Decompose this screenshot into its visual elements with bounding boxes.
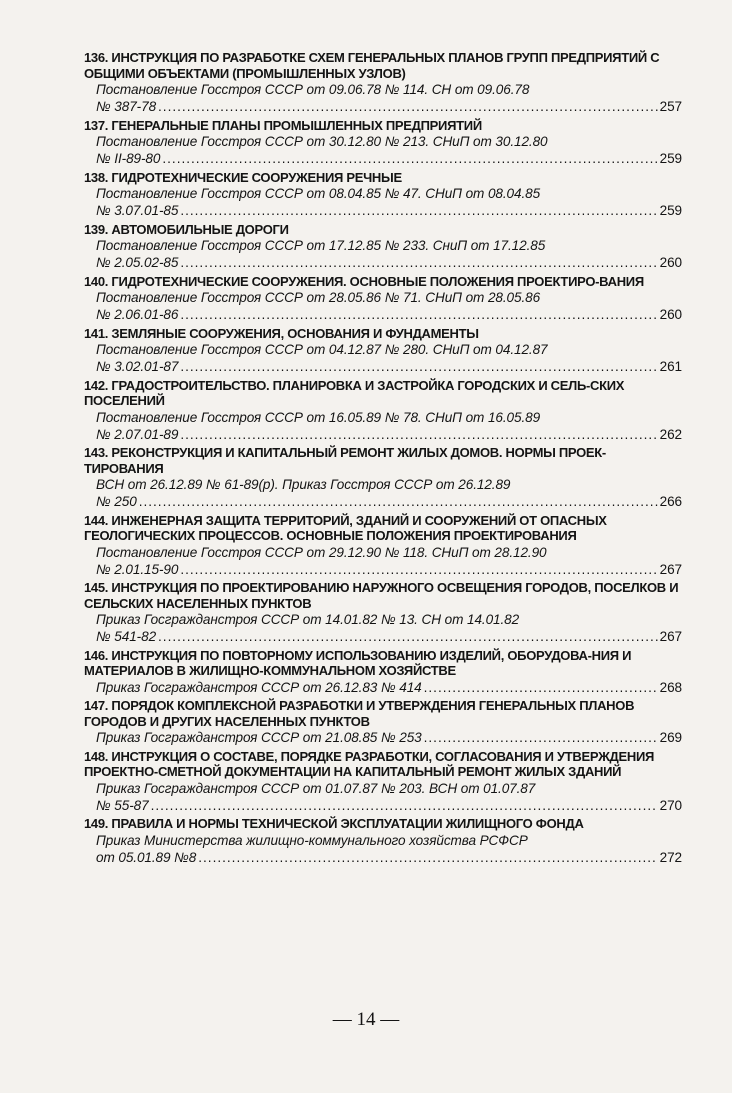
dot-leader [180, 202, 657, 219]
entry-source-line: Постановление Госстроя СССР от 30.12.80 № 213. СНиП от 30.12.80 [96, 134, 548, 149]
toc-entry [84, 50, 682, 115]
entry-source-line: № 541-82 [96, 629, 157, 644]
entry-source-line: Приказ Госгражданстроя СССР от 01.07.87 № 203. ВСН от 01.07.87 [96, 780, 536, 796]
entry-source-line: Постановление Госстроя СССР от 29.12.90 № 118. СНиП от 28.12.90 [96, 544, 547, 560]
toc-entry [84, 326, 682, 376]
entry-heading: 140. ГИДРОТЕХНИЧЕСКИЕ СООРУЖЕНИЯ. ОСНОВНЫЕ ПОЛОЖЕНИЯ ПРОЕКТИРО-ВАНИЯ [84, 273, 644, 289]
entry-heading: 143. РЕКОНСТРУКЦИЯ И КАПИТАЛЬНЫЙ РЕМОНТ ЖИЛЫХ ДОМОВ. НОРМЫ ПРОЕК-ТИРОВАНИЯ [84, 445, 606, 476]
toc-entry [84, 378, 682, 443]
entry-source-last-line [96, 426, 682, 443]
entry-source-line: № 55-87 [96, 797, 149, 813]
toc-entry [84, 222, 682, 272]
dot-leader [158, 628, 658, 645]
dot-leader [158, 98, 658, 115]
dot-leader [424, 729, 658, 746]
entry-source-last-line [96, 679, 682, 696]
entry-source [84, 237, 682, 271]
entry-source-line: № II-89-80 [96, 151, 161, 166]
entry-source-line: № 2.06.01-86 [96, 307, 179, 322]
entry-source-line: № 3.02.01-87 [96, 359, 179, 374]
dot-leader [180, 426, 657, 443]
entry-source-line: Приказ Министерства жилищно-коммунального хозяйства РСФСР [96, 832, 528, 848]
dot-leader [162, 150, 657, 167]
dot-leader [180, 358, 657, 375]
entry-source [84, 780, 682, 814]
entry-source-last-line [96, 254, 682, 271]
entry-source-last-line [96, 797, 682, 814]
dot-leader [151, 797, 658, 814]
entry-heading: 149. ПРАВИЛА И НОРМЫ ТЕХНИЧЕСКОЙ ЭКСПЛУАТАЦИИ ЖИЛИЩНОГО ФОНДА [84, 816, 584, 831]
entry-source [84, 544, 682, 578]
entry-source-line: № 2.05.02-85 [96, 255, 179, 270]
entry-page-number: 259 [659, 151, 682, 166]
dot-leader [198, 849, 657, 866]
entry-source [84, 611, 682, 645]
entry-source [84, 476, 682, 510]
entry-source-line: Постановление Госстроя СССР от 09.06.78 № 114. СН от 09.06.78 [96, 82, 530, 97]
entry-heading: 148. ИНСТРУКЦИЯ О СОСТАВЕ, ПОРЯДКЕ РАЗРАБОТКИ, СОГЛАСОВАНИЯ И УТВЕРЖДЕНИЯ ПРОЕКТНО-СМЕТНОЙ ДОКУМЕНТАЦИИ НА КАПИТАЛЬНЫЙ РЕМОНТ ЖИЛЫХ ЗДАНИЙ [84, 748, 655, 779]
entry-source-line: Постановление Госстроя СССР от 04.12.87 № 280. СНиП от 04.12.87 [96, 342, 548, 357]
entry-source-last-line [96, 98, 682, 115]
entry-page-number: 260 [659, 255, 682, 270]
entry-page-number: 261 [659, 359, 682, 374]
entry-source [84, 185, 682, 219]
entry-heading: 139. АВТОМОБИЛЬНЫЕ ДОРОГИ [84, 221, 289, 237]
entry-page-number: 259 [659, 203, 682, 218]
entry-heading: 145. ИНСТРУКЦИЯ ПО ПРОЕКТИРОВАНИЮ НАРУЖНОГО ОСВЕЩЕНИЯ ГОРОДОВ, ПОСЕЛКОВ И СЕЛЬСКИХ НАСЕЛЕННЫХ ПУНКТОВ [84, 580, 679, 611]
entry-heading: 142. ГРАДОСТРОИТЕЛЬСТВО. ПЛАНИРОВКА И ЗАСТРОЙКА ГОРОДСКИХ И СЕЛЬ-СКИХ ПОСЕЛЕНИЙ [84, 377, 625, 408]
entry-source-last-line [96, 493, 682, 510]
entry-page-number: 272 [659, 849, 682, 865]
dot-leader [180, 254, 657, 271]
toc-entry [84, 170, 682, 220]
entry-source-last-line [96, 561, 682, 578]
table-of-contents [84, 50, 682, 868]
toc-entry [84, 274, 682, 324]
toc-entry [84, 816, 682, 866]
entry-source-line: Приказ Госгражданстроя СССР от 26.12.83 № 414 [96, 679, 422, 695]
toc-entry [84, 580, 682, 645]
dot-leader [139, 493, 658, 510]
entry-page-number: 266 [659, 494, 682, 509]
entry-source-line: Постановление Госстроя СССР от 17.12.85 № 233. СниП от 17.12.85 [96, 238, 546, 253]
entry-source-line: Постановление Госстроя СССР от 16.05.89 № 78. СНиП от 16.05.89 [96, 409, 541, 425]
entry-source [84, 679, 682, 696]
entry-page-number: 269 [659, 730, 682, 745]
entry-source-last-line [96, 358, 682, 375]
entry-source-line: Приказ Госгражданстроя СССР от 14.01.82 № 13. СН от 14.01.82 [96, 612, 520, 627]
entry-source [84, 409, 682, 443]
entry-page-number: 267 [659, 629, 682, 644]
entry-source [84, 289, 682, 323]
entry-source [84, 133, 682, 167]
entry-heading: 138. ГИДРОТЕХНИЧЕСКИЕ СООРУЖЕНИЯ РЕЧНЫЕ [84, 169, 402, 185]
entry-source-line: Постановление Госстроя СССР от 08.04.85 № 47. СНиП от 08.04.85 [96, 186, 541, 201]
entry-source-line: № 2.01.15-90 [96, 561, 179, 577]
entry-source-last-line [96, 306, 682, 323]
entry-source-last-line [96, 628, 682, 645]
entry-heading: 137. ГЕНЕРАЛЬНЫЕ ПЛАНЫ ПРОМЫШЛЕННЫХ ПРЕДПРИЯТИЙ [84, 117, 482, 133]
entry-source-line: от 05.01.89 №8 [96, 849, 197, 865]
entry-source-line: ВСН от 26.12.89 № 61-89(р). Приказ Госстроя СССР от 26.12.89 [96, 477, 511, 492]
entry-page-number: 268 [659, 679, 682, 695]
entry-heading: 136. ИНСТРУКЦИЯ ПО РАЗРАБОТКЕ СХЕМ ГЕНЕРАЛЬНЫХ ПЛАНОВ ГРУПП ПРЕДПРИЯТИЙ С ОБЩИМИ ОБЪЕКТАМИ (ПРОМЫШЛЕННЫХ УЗЛОВ) [84, 50, 660, 81]
toc-entry [84, 118, 682, 168]
entry-heading: 147. ПОРЯДОК КОМПЛЕКСНОЙ РАЗРАБОТКИ И УТВЕРЖДЕНИЯ ГЕНЕРАЛЬНЫХ ПЛАНОВ ГОРОДОВ И ДРУГИХ НАСЕЛЕННЫХ ПУНКТОВ [84, 698, 635, 729]
entry-source [84, 729, 682, 746]
entry-heading: 144. ИНЖЕНЕРНАЯ ЗАЩИТА ТЕРРИТОРИЙ, ЗДАНИЙ И СООРУЖЕНИЙ ОТ ОПАСНЫХ ГЕОЛОГИЧЕСКИХ ПРОЦЕССОВ. ОСНОВНЫЕ ПОЛОЖЕНИЯ ПРОЕКТИРОВАНИЯ [84, 512, 607, 543]
page-number: — 14 — [332, 1009, 400, 1030]
entry-source-line: № 3.07.01-85 [96, 203, 179, 218]
entry-page-number: 262 [659, 426, 682, 442]
entry-source-line: № 2.07.01-89 [96, 426, 179, 442]
entry-source-line: Приказ Госгражданстроя СССР от 21.08.85 № 253 [96, 730, 422, 745]
toc-entry [84, 513, 682, 578]
entry-page-number: 260 [659, 307, 682, 322]
dot-leader [180, 306, 657, 323]
entry-page-number: 267 [659, 561, 682, 577]
entry-source [84, 832, 682, 866]
entry-source-line: Постановление Госстроя СССР от 28.05.86 № 71. СНиП от 28.05.86 [96, 290, 541, 305]
toc-entry [84, 648, 682, 696]
entry-heading: 141. ЗЕМЛЯНЫЕ СООРУЖЕНИЯ, ОСНОВАНИЯ И ФУНДАМЕНТЫ [84, 325, 479, 341]
dot-leader [180, 561, 657, 578]
entry-source-last-line [96, 202, 682, 219]
entry-source-last-line [96, 849, 682, 866]
entry-source-line: № 387-78 [96, 99, 157, 114]
entry-heading: 146. ИНСТРУКЦИЯ ПО ПОВТОРНОМУ ИСПОЛЬЗОВАНИЮ ИЗДЕЛИЙ, ОБОРУДОВА-НИЯ И МАТЕРИАЛОВ В ЖИЛИЩНО-КОММУНАЛЬНОМ ХОЗЯЙСТВЕ [84, 647, 632, 678]
toc-entry [84, 749, 682, 814]
entry-source-last-line [96, 150, 682, 167]
entry-page-number: 257 [659, 99, 682, 114]
dot-leader [424, 679, 658, 696]
entry-source [84, 81, 682, 115]
toc-entry [84, 698, 682, 746]
entry-source [84, 341, 682, 375]
entry-source-last-line [96, 729, 682, 746]
entry-source-line: № 250 [96, 494, 137, 509]
entry-page-number: 270 [659, 797, 682, 813]
toc-entry [84, 445, 682, 510]
